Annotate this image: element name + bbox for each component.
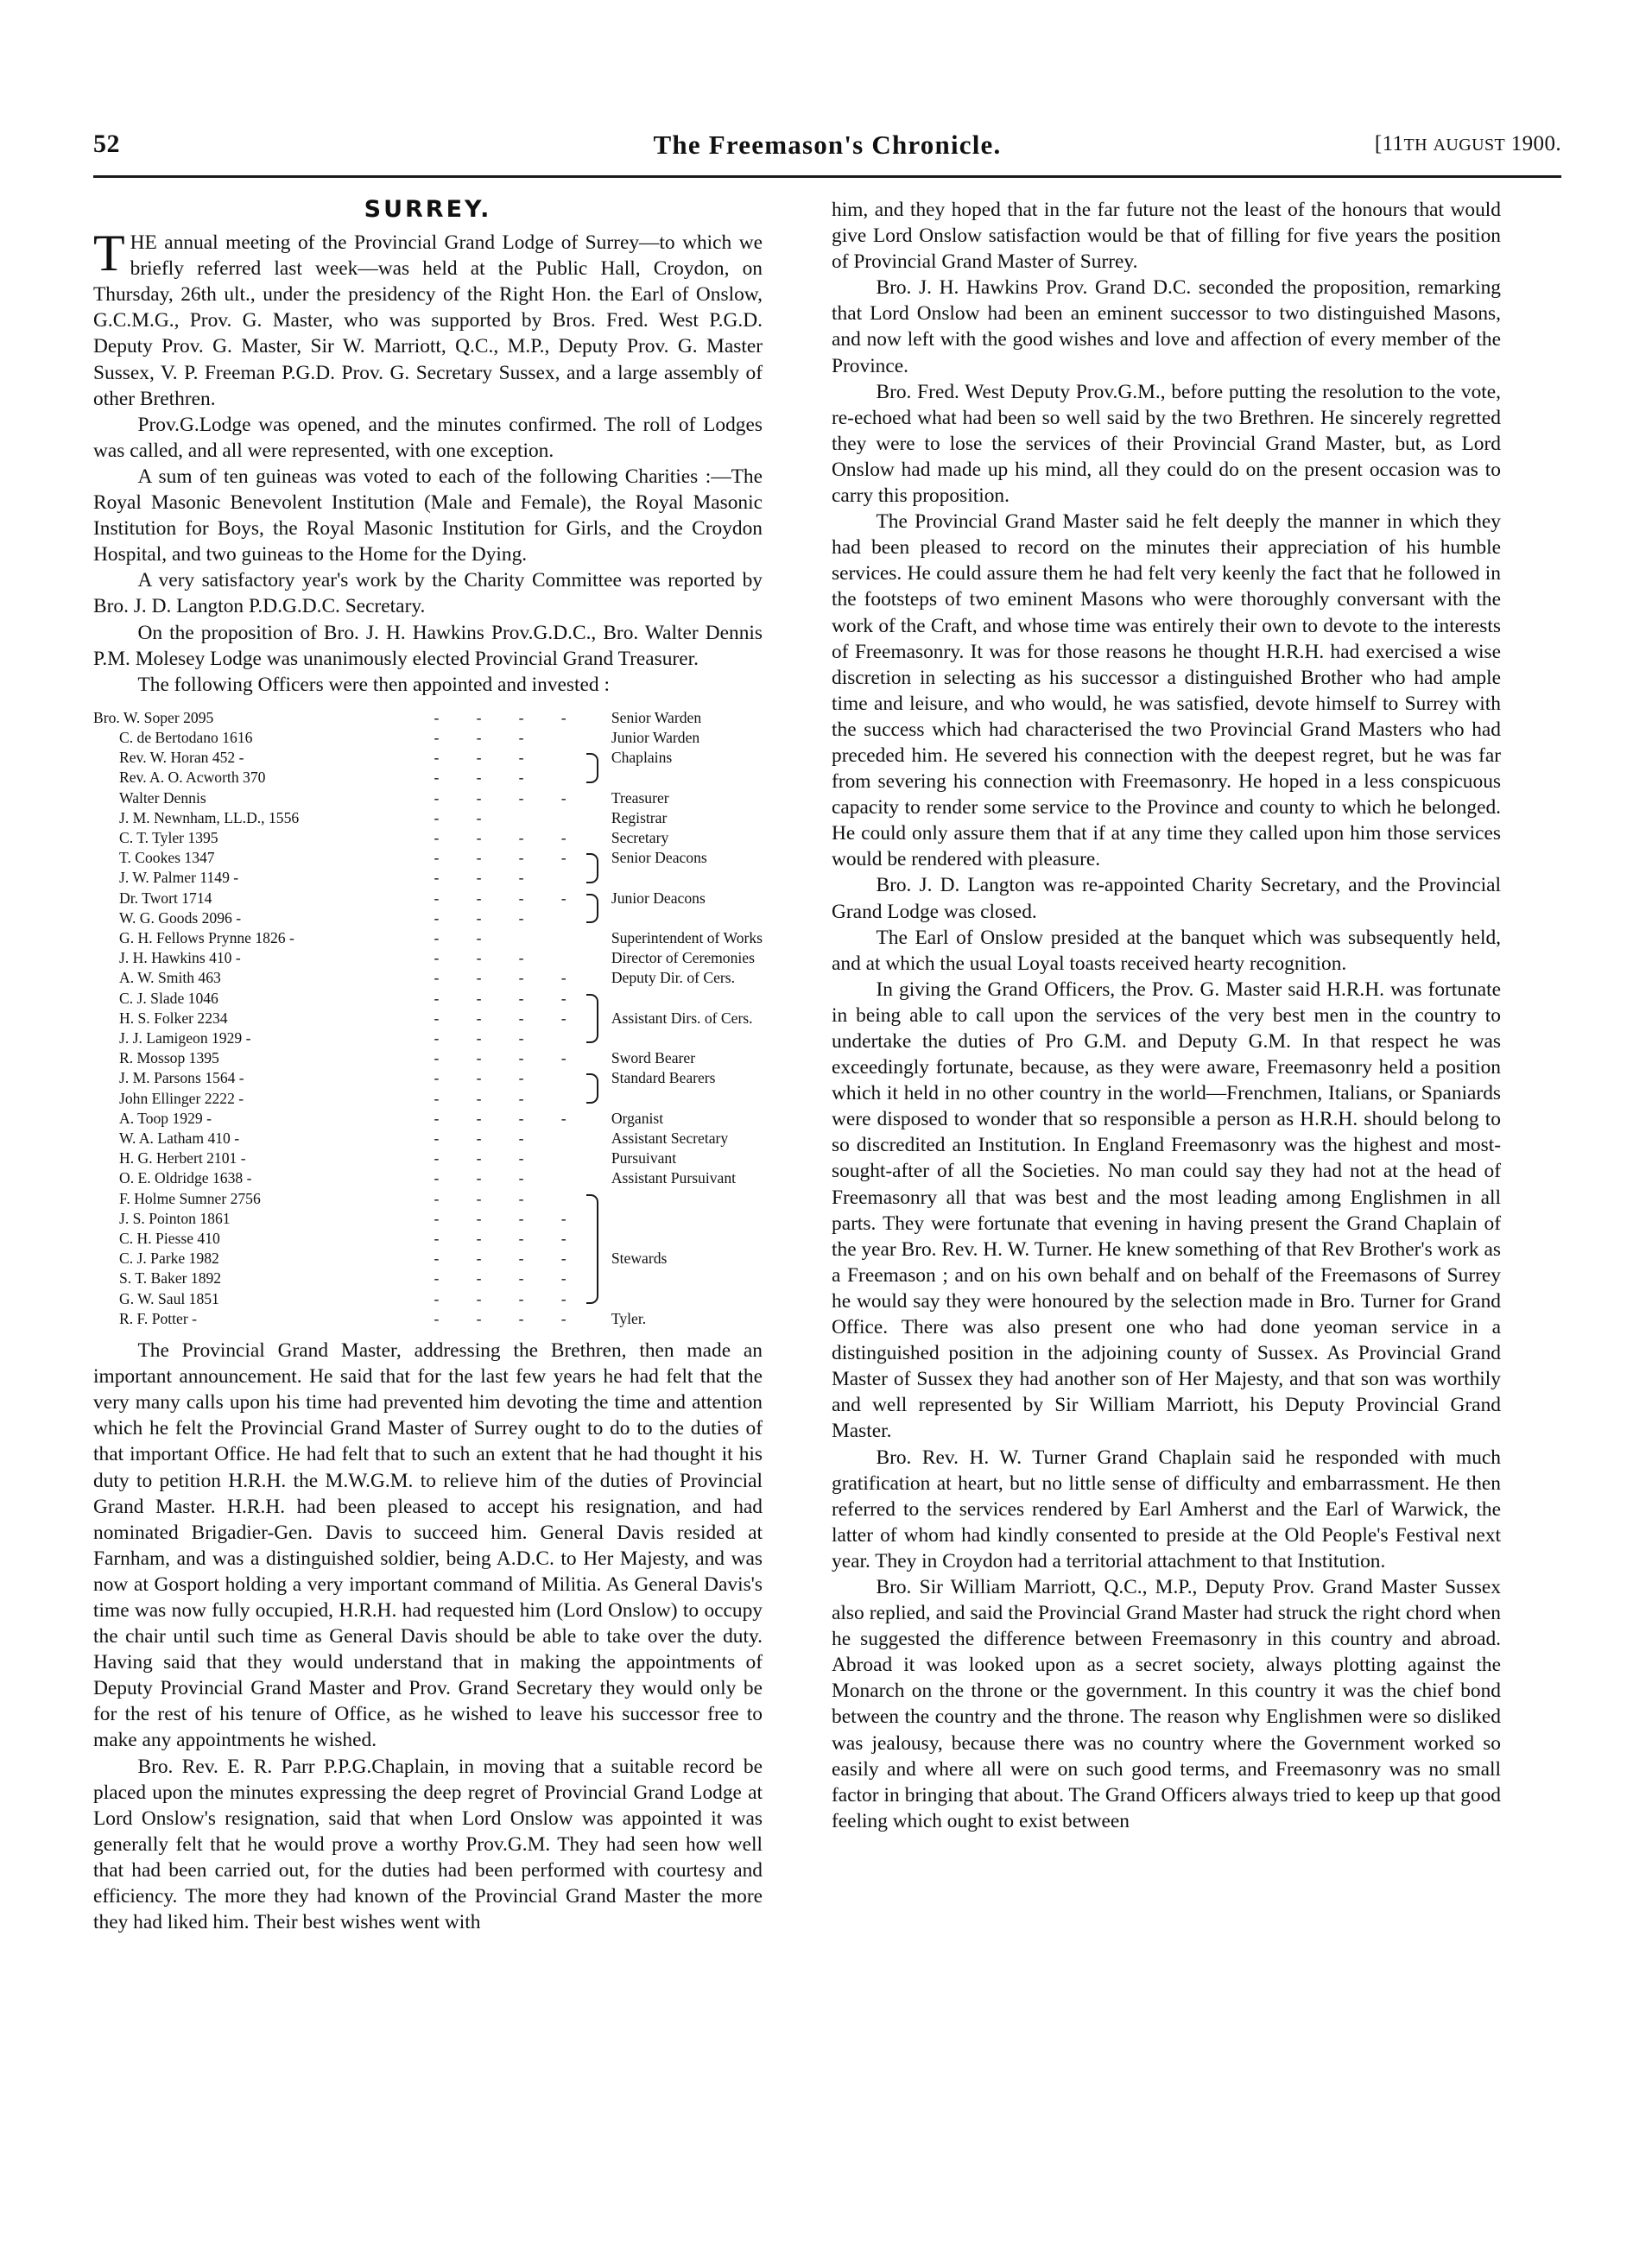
officer-brace: [585, 908, 603, 928]
leader-dot: -: [560, 989, 566, 1007]
paragraph: Bro. J. H. Hawkins Prov. Grand D.C. seconded the proposition, remarking that Lord Onslow had been an eminent successor to two distinguished Masons, and now left with the good wishes and love and affection of every member of the Province.: [832, 276, 1501, 377]
leader-dot: -: [560, 889, 566, 907]
leader-dot: -: [518, 1230, 524, 1248]
issue-date-month: AUGUST: [1433, 136, 1506, 155]
section-heading-surrey: SURREY.: [364, 196, 492, 223]
paragraph: Prov.G.Lodge was opened, and the minutes confirmed. The roll of Lodges was called, and all were represented, with one exception.: [93, 413, 763, 462]
leader-dot: -: [434, 869, 440, 887]
leader-dot: -: [476, 708, 482, 726]
officer-name: R. Mossop 1395: [119, 1049, 219, 1067]
officer-role: [603, 1028, 763, 1048]
officer-role: Junior Warden: [611, 728, 700, 746]
leader-dot: -: [560, 1209, 566, 1227]
officer-name: C. J. Slade 1046: [119, 989, 218, 1007]
leader-dot: -: [518, 1049, 524, 1067]
officer-row: [93, 1229, 763, 1249]
officer-row: [93, 908, 763, 928]
officer-row: [93, 1269, 763, 1288]
officer-brace: [585, 1009, 603, 1028]
officer-brace: [585, 1168, 603, 1188]
officer-name: Walter Dennis: [119, 788, 206, 807]
officer-row: [93, 1009, 763, 1028]
leader-dot: -: [434, 1130, 440, 1148]
officer-name: W. G. Goods 2096 -: [119, 908, 242, 927]
leader-dot: -: [476, 1189, 482, 1207]
officer-row: [93, 788, 763, 808]
leader-dot: -: [434, 1250, 440, 1268]
officer-brace: [585, 788, 603, 808]
officer-role: Tyler.: [611, 1309, 647, 1327]
paragraph: The Earl of Onslow presided at the banquet which was subsequently held, and at which the usual Loyal toasts received hearty recognition.: [832, 926, 1501, 975]
officer-name: J. J. Lamigeon 1929 -: [119, 1029, 251, 1047]
officer-row: [93, 828, 763, 848]
leader-dot: -: [476, 889, 482, 907]
leader-dot: -: [434, 1049, 440, 1067]
officer-name: Bro. W. Soper 2095: [93, 708, 214, 726]
officer-name: S. T. Baker 1892: [119, 1269, 222, 1288]
officer-role: Stewards: [611, 1250, 668, 1268]
leader-dot: -: [518, 889, 524, 907]
officer-row: [93, 1109, 763, 1129]
officer-row: [93, 968, 763, 988]
leader-dot: -: [476, 769, 482, 787]
issue-date-ordinal: TH: [1403, 136, 1427, 155]
officer-role: Assistant Dirs. of Cers.: [611, 1009, 753, 1027]
leader-dot: -: [518, 1269, 524, 1288]
leader-dot: -: [476, 1089, 482, 1107]
officer-name: A. W. Smith 463: [119, 969, 221, 987]
officer-role: [603, 1089, 763, 1109]
officer-name: J. H. Hawkins 410 -: [119, 949, 241, 967]
left-column: [93, 197, 763, 1935]
paragraph: Bro. Fred. West Deputy Prov.G.M., before putting the resolution to the vote, re-echoed what had been so well said by the two Brethren. He sincerely regretted they were to lose the services of their Provincial Grand Master, but, as Lord Onslow had made up his mind, all they could do on the present occasion was to carry this proposition.: [832, 380, 1501, 508]
officer-row: [93, 1289, 763, 1309]
leader-dot: -: [560, 1049, 566, 1067]
officer-brace: [585, 948, 603, 968]
leader-dot: -: [560, 1109, 566, 1127]
leader-dot: -: [560, 1269, 566, 1288]
officer-name: H. G. Herbert 2101 -: [119, 1149, 246, 1167]
paragraph: The following Officers were then appointed and invested :: [137, 673, 610, 696]
leader-dot: -: [434, 908, 440, 927]
leader-dot: -: [518, 989, 524, 1007]
leader-dot: [542, 1089, 585, 1109]
officer-row: [93, 1189, 763, 1209]
leader-dot: -: [434, 989, 440, 1007]
leader-dot: -: [518, 1029, 524, 1047]
opening-paragraph: [93, 225, 763, 412]
officer-role: Director of Ceremonies: [611, 949, 755, 967]
officer-row: [93, 1209, 763, 1229]
leader-dot: -: [518, 749, 524, 767]
leader-dot: -: [518, 849, 524, 867]
leader-dot: -: [476, 869, 482, 887]
leader-dot: -: [434, 1189, 440, 1207]
leader-dot: -: [518, 1149, 524, 1167]
leader-dot: [542, 808, 585, 828]
officer-name: John Ellinger 2222 -: [119, 1089, 244, 1107]
leader-dot: -: [476, 1169, 482, 1187]
officer-brace: [585, 768, 603, 788]
officer-role: [603, 768, 763, 788]
leader-dot: -: [434, 949, 440, 967]
paragraph: On the proposition of Bro. J. H. Hawkins Prov.G.D.C., Bro. Walter Dennis P.M. Molesey Lodge was unanimously elected Provincial Grand Treasurer.: [93, 621, 763, 670]
officer-brace: [585, 828, 603, 848]
officer-role: Chaplains: [611, 749, 673, 767]
leader-dot: [542, 768, 585, 788]
leader-dot: -: [518, 949, 524, 967]
officer-brace: [585, 1148, 603, 1168]
masthead: [93, 130, 1561, 171]
leader-dot: -: [434, 1169, 440, 1187]
right-column: [832, 197, 1501, 1834]
leader-dot: -: [434, 728, 440, 746]
page-folio-number: 52: [93, 130, 120, 158]
officer-brace: [585, 1229, 603, 1249]
paragraph: Bro. Sir William Marriott, Q.C., M.P., Deputy Prov. Grand Master Sussex also replied, and said the Provincial Grand Master had struck the right chord when he suggested the difference between Freemasonry in this country and abroad. Abroad it was looked upon as a secret society, always plotting against the Monarch on the throne or the government. In this country it was the chief bond between the country and the throne. The reason why Englishmen were so disliked was jealousy, because there was no country where the Government worked so easily and where all were on such good terms, and Freemasonry was no small factor in bringing that about. The Grand Officers always tried to keep up that good feeling which ought to exist between: [832, 1575, 1501, 1832]
officer-name: H. S. Folker 2234: [119, 1009, 228, 1027]
officer-brace: [585, 1289, 603, 1309]
officer-row: [93, 1129, 763, 1148]
officer-role: [603, 1209, 763, 1229]
paragraph: Bro. Rev. E. R. Parr P.P.G.Chaplain, in moving that a suitable record be placed upon the minutes expressing the deep regret of Provincial Grand Lodge at Lord Onslow's resignation, said that when Lord Onslow was appointed it was generally felt that he would prove a worthy Prov.G.M. They had seen how well that had been carried out, for the duties had been performed with courtesy and efficiency. The more they had known of the Provincial Grand Master the more they had liked him. Their best wishes went with: [93, 1755, 763, 1934]
officer-role: [603, 1229, 763, 1249]
officer-name: W. A. Latham 410 -: [119, 1130, 240, 1148]
publication-title: The Freemason's Chronicle.: [653, 130, 1002, 160]
officer-row: [93, 868, 763, 888]
paragraph: The Provincial Grand Master said he felt deeply the manner in which they had been pleased to record on the minutes their appreciation of his humble services. He could assure them he had felt very keenly the fact that he followed in the footsteps of two eminent Masons who were thoroughly conversant with the work of the Craft, and whose time was entirely their own to devote to the interests of Freemasonry. It was for those reasons he thought H.R.H. had exercised a wise discretion in selecting as his successor a distinguished Brother who had ample time and leisure, and who would, he was satisfied, devote himself to Surrey with the success which had characterised the two Provincial Grand Masters who had preceded him. He severed his connection with the deepest regret, but he was far from severing his connection with Freemasonry. He hoped in a less conspicuous capacity to render some service to the Province and county to which he belonged. He could only assure them that if at any time they called upon him those services would be rendered with pleasure.: [832, 510, 1501, 871]
officer-brace: [585, 808, 603, 828]
officer-name: A. Toop 1929 -: [119, 1109, 212, 1127]
leader-dot: [542, 868, 585, 888]
leader-dot: -: [476, 1209, 482, 1227]
officer-row: [93, 989, 763, 1009]
officer-brace: [585, 1269, 603, 1288]
leader-dot: -: [560, 788, 566, 807]
leader-dot: -: [476, 1069, 482, 1087]
leader-dot: [542, 948, 585, 968]
leader-dot: -: [434, 1230, 440, 1248]
leader-dot: -: [518, 788, 524, 807]
officer-role: [603, 908, 763, 928]
leader-dot: -: [434, 829, 440, 846]
officer-role: Organist: [611, 1109, 664, 1127]
leader-dot: -: [518, 908, 524, 927]
leader-dot: -: [476, 1230, 482, 1248]
paragraph: him, and they hoped that in the far future not the least of the honours that would give Lord Onslow satisfaction would be that of filling for five years the position of Provincial Grand Master of Surrey.: [832, 199, 1501, 274]
leader-dot: -: [518, 1209, 524, 1227]
leader-dot: -: [476, 1149, 482, 1167]
officer-role: Pursuivant: [611, 1149, 677, 1167]
officers-list: [93, 708, 763, 1329]
leader-dot: -: [476, 908, 482, 927]
officer-row: [93, 928, 763, 948]
officer-name: J. M. Parsons 1564 -: [119, 1069, 244, 1087]
officer-row: [93, 1028, 763, 1048]
leader-dot: [500, 808, 542, 828]
issue-date: [1375, 132, 1561, 156]
officer-brace: [585, 1209, 603, 1229]
leader-dot: -: [560, 969, 566, 987]
officer-brace: [585, 1028, 603, 1048]
officer-brace: [585, 1068, 603, 1088]
leader-dot: -: [518, 969, 524, 987]
officer-row: [93, 748, 763, 768]
leader-dot: -: [476, 749, 482, 767]
leader-dot: -: [434, 1069, 440, 1087]
leader-dot: -: [518, 1109, 524, 1127]
leader-dot: -: [560, 849, 566, 867]
leader-dot: -: [560, 1289, 566, 1307]
leader-dot: -: [560, 708, 566, 726]
officer-name: G. H. Fellows Prynne 1826 -: [119, 929, 294, 947]
paragraph: A very satisfactory year's work by the Charity Committee was reported by Bro. J. D. Langton P.D.G.D.C. Secretary.: [93, 569, 763, 618]
officer-brace: [585, 968, 603, 988]
leader-dot: -: [518, 1250, 524, 1268]
officer-role: Standard Bearers: [611, 1069, 716, 1087]
officer-row: [93, 1168, 763, 1188]
leader-dot: -: [434, 849, 440, 867]
officer-brace: [585, 928, 603, 948]
leader-dot: -: [476, 929, 482, 947]
officer-name: C. J. Parke 1982: [119, 1250, 219, 1268]
leader-dot: -: [560, 829, 566, 846]
officer-brace: [585, 1249, 603, 1269]
leader-dot: -: [476, 788, 482, 807]
leader-dot: -: [434, 769, 440, 787]
leader-dot: -: [518, 1069, 524, 1087]
leader-dot: -: [518, 1130, 524, 1148]
leader-dot: -: [434, 808, 440, 826]
paragraph: In giving the Grand Officers, the Prov. G. Master said H.R.H. was fortunate in being able to call upon the services of the very best men in the country to undertake the duties of Pro G.M. and Deputy G.M. In that respect he was exceedingly fortunate, because, as they were aware, Freemasonry held a position which it held in no other country in the world—Frenchmen, Italians, or Spaniards were disposed to wonder that so responsible a person as H.R.H. should belong to so discredited an Institution. In England Freemasonry was the highest and most-sought-after of all the Societies. No man could say they had not at the head of Freemasonry all that was best and the most leading among Englishmen in all parts. They were fortunate that evening in having present the Grand Chaplain of the year Bro. Rev. H. W. Turner. He knew something of that Rev Brother's work as a Freemason ; and on his own behalf and on behalf of the Freemasons of Surrey he would say they were honoured by the selection made in Bro. Turner for Grand Office. There was also present one who had done yeoman service in a distinguished position in the adjoining county of Sussex. As Provincial Grand Master of Sussex they had another son of Her Majesty, and that son was worthily and well represented by Sir William Marriott, his Deputy Provincial Grand Master.: [832, 978, 1501, 1443]
leader-dot: [542, 1189, 585, 1209]
leader-dot: -: [476, 728, 482, 746]
officer-row: [93, 1148, 763, 1168]
officer-role: Treasurer: [611, 788, 669, 807]
leader-dot: [542, 1148, 585, 1168]
leader-dot: -: [476, 1289, 482, 1307]
leader-dot: -: [476, 1029, 482, 1047]
leader-dot: -: [518, 869, 524, 887]
leader-dot: -: [476, 1049, 482, 1067]
officer-brace: [585, 728, 603, 748]
paragraph: The Provincial Grand Master, addressing the Brethren, then made an important announcement. He said that for the last few years he had felt that the very many calls upon his time had prevented him devoting the time and attention which he felt the Provincial Grand Master of Surrey ought to do to the duties of that important Office. He had felt that to such an extent that he had thought it his duty to petition H.R.H. the M.W.G.M. to relieve him of the duties of Provincial Grand Master. H.R.H. had been pleased to accept his resignation, and had nominated Brigadier-Gen. Davis to succeed him. General Davis resided at Farnham, and was a distinguished soldier, being A.D.C. to Her Majesty, and was now at Gosport holding a very important command of Militia. As General Davis's time was now fully occupied, H.R.H. had requested him (Lord Onslow) to occupy the chair until such time as General Davis should be able to take over the duty. Having said that they would understand that in making the appointments of Deputy Provincial Grand Master and Prov. Grand Secretary they would only be for the rest of his tenure of Office, as he wished to leave his successor free to make any appointments he wished.: [93, 1339, 763, 1752]
officer-name: C. H. Piesse 410: [119, 1230, 220, 1248]
opening-paragraph-text: HE annual meeting of the Provincial Grand Lodge of Surrey—to which we briefly referred last week—was held at the Public Hall, Croydon, on Thursday, 26th ult., under the presidency of the Right Hon. the Earl of Onslow, G.C.M.G., Prov. G. Master, who was supported by Bros. Fred. West P.G.D. Deputy Prov. G. Master, Sir W. Marriott, Q.C., M.P., Deputy Prov. G. Master Sussex, V. P. Freeman P.G.D. Prov. G. Secretary Sussex, and a large assembly of other Brethren.: [93, 231, 763, 410]
officer-role: [603, 989, 763, 1009]
leader-dot: [542, 1168, 585, 1188]
officer-role: Deputy Dir. of Cers.: [611, 969, 736, 987]
officer-brace: [585, 1129, 603, 1148]
officer-name: O. E. Oldridge 1638 -: [119, 1169, 252, 1187]
officers-table: [93, 708, 763, 1329]
officer-name: Rev. W. Horan 452 -: [119, 749, 244, 767]
officer-row: [93, 728, 763, 748]
leader-dot: [542, 728, 585, 748]
officer-row: [93, 1309, 763, 1329]
masthead-rule: [93, 175, 1561, 178]
leader-dot: -: [476, 1009, 482, 1027]
leader-dot: -: [476, 949, 482, 967]
leader-dot: -: [434, 1089, 440, 1107]
officer-brace: [585, 748, 603, 768]
leader-dot: -: [434, 969, 440, 987]
officer-brace: [585, 1309, 603, 1329]
officer-role: Sword Bearer: [611, 1049, 696, 1067]
officer-row: [93, 889, 763, 908]
leader-dot: -: [476, 849, 482, 867]
drop-cap: T: [93, 225, 125, 282]
officer-role: [603, 1289, 763, 1309]
leader-dot: -: [518, 1009, 524, 1027]
leader-dot: -: [434, 1029, 440, 1047]
leader-dot: -: [434, 1269, 440, 1288]
leader-dot: -: [434, 1289, 440, 1307]
officer-name: G. W. Saul 1851: [119, 1289, 219, 1307]
officer-brace: [585, 1048, 603, 1068]
officer-row: [93, 708, 763, 728]
leader-dot: -: [434, 1309, 440, 1327]
officer-brace: [585, 868, 603, 888]
officer-role: Secretary: [611, 829, 669, 846]
leader-dot: [542, 1129, 585, 1148]
leader-dot: -: [476, 989, 482, 1007]
issue-date-bracket: [11: [1374, 132, 1404, 155]
leader-dot: -: [476, 1250, 482, 1268]
leader-dot: -: [476, 1309, 482, 1327]
leader-dot: -: [560, 1250, 566, 1268]
leader-dot: -: [560, 1309, 566, 1327]
officer-name: J. M. Newnham, LL.D., 1556: [119, 808, 300, 826]
paragraph: Bro. Rev. H. W. Turner Grand Chaplain said he responded with much gratification at heart, but no little sense of difficulty and embarrassment. He then referred to the services rendered by Earl Amherst and the Earl of Warwick, the latter of whom had kindly consented to preside at the Old People's Festival next year. They in Croydon had a territorial attachment to that Institution.: [832, 1446, 1501, 1572]
officer-name: C. de Bertodano 1616: [119, 728, 253, 746]
officer-role: Junior Deacons: [611, 889, 706, 907]
leader-dot: -: [434, 1209, 440, 1227]
officer-brace: [585, 1189, 603, 1209]
officer-row: [93, 948, 763, 968]
leader-dot: [542, 1068, 585, 1088]
officer-role: Registrar: [611, 808, 668, 826]
leader-dot: -: [560, 1230, 566, 1248]
officer-brace: [585, 989, 603, 1009]
officer-name: R. F. Potter -: [119, 1309, 197, 1327]
leader-dot: [542, 908, 585, 928]
leader-dot: [542, 928, 585, 948]
leader-dot: -: [434, 889, 440, 907]
leader-dot: [542, 748, 585, 768]
leader-dot: -: [476, 1269, 482, 1288]
leader-dot: -: [518, 708, 524, 726]
officer-row: [93, 1048, 763, 1068]
leader-dot: -: [434, 708, 440, 726]
officer-brace: [585, 708, 603, 728]
officer-row: [93, 848, 763, 868]
officer-row: [93, 1068, 763, 1088]
issue-date-year: 1900.: [1510, 132, 1561, 155]
leader-dot: -: [476, 969, 482, 987]
officer-role: Senior Deacons: [611, 849, 707, 867]
leader-dot: -: [518, 829, 524, 846]
leader-dot: -: [518, 769, 524, 787]
officer-role: Senior Warden: [611, 708, 702, 726]
officer-name: J. W. Palmer 1149 -: [119, 869, 239, 887]
leader-dot: -: [434, 788, 440, 807]
paragraph: Bro. J. D. Langton was re-appointed Charity Secretary, and the Provincial Grand Lodge was closed.: [832, 874, 1501, 923]
leader-dot: -: [518, 1309, 524, 1327]
leader-dot: [542, 1028, 585, 1048]
officer-name: Rev. A. O. Acworth 370: [119, 769, 266, 787]
leader-dot: -: [476, 1130, 482, 1148]
leader-dot: -: [476, 829, 482, 846]
officer-brace: [585, 889, 603, 908]
leader-dot: -: [518, 1089, 524, 1107]
officer-brace: [585, 848, 603, 868]
leader-dot: -: [476, 808, 482, 826]
leader-dot: -: [560, 1009, 566, 1027]
officer-role: [603, 1189, 763, 1209]
leader-dot: -: [434, 1109, 440, 1127]
leader-dot: -: [476, 1109, 482, 1127]
leader-dot: [500, 928, 542, 948]
officer-role: [603, 868, 763, 888]
leader-dot: -: [518, 1289, 524, 1307]
officer-brace: [585, 1089, 603, 1109]
officer-name: J. S. Pointon 1861: [119, 1209, 231, 1227]
officer-role: Superintendent of Works: [611, 929, 763, 947]
officer-row: [93, 808, 763, 828]
officer-name: F. Holme Sumner 2756: [119, 1189, 261, 1207]
leader-dot: -: [434, 749, 440, 767]
officer-role: Assistant Pursuivant: [611, 1169, 737, 1187]
paragraph: A sum of ten guineas was voted to each of the following Charities :—The Royal Masonic Benevolent Institution (Male and Female), the Royal Masonic Institution for Boys, the Royal Masonic Institution for Girls, and the Croydon Hospital, and two guineas to the Home for the Dying.: [93, 465, 763, 566]
leader-dot: -: [434, 1009, 440, 1027]
leader-dot: -: [518, 1189, 524, 1207]
officer-row: [93, 768, 763, 788]
officer-role: [603, 1269, 763, 1288]
leader-dot: -: [518, 728, 524, 746]
officer-name: T. Cookes 1347: [119, 849, 215, 867]
leader-dot: -: [518, 1169, 524, 1187]
officer-row: [93, 1089, 763, 1109]
officer-name: C. T. Tyler 1395: [119, 829, 218, 846]
officer-brace: [585, 1109, 603, 1129]
leader-dot: -: [434, 929, 440, 947]
officer-row: [93, 1249, 763, 1269]
officer-role: Assistant Secretary: [611, 1130, 729, 1148]
officer-name: Dr. Twort 1714: [119, 889, 212, 907]
leader-dot: -: [434, 1149, 440, 1167]
